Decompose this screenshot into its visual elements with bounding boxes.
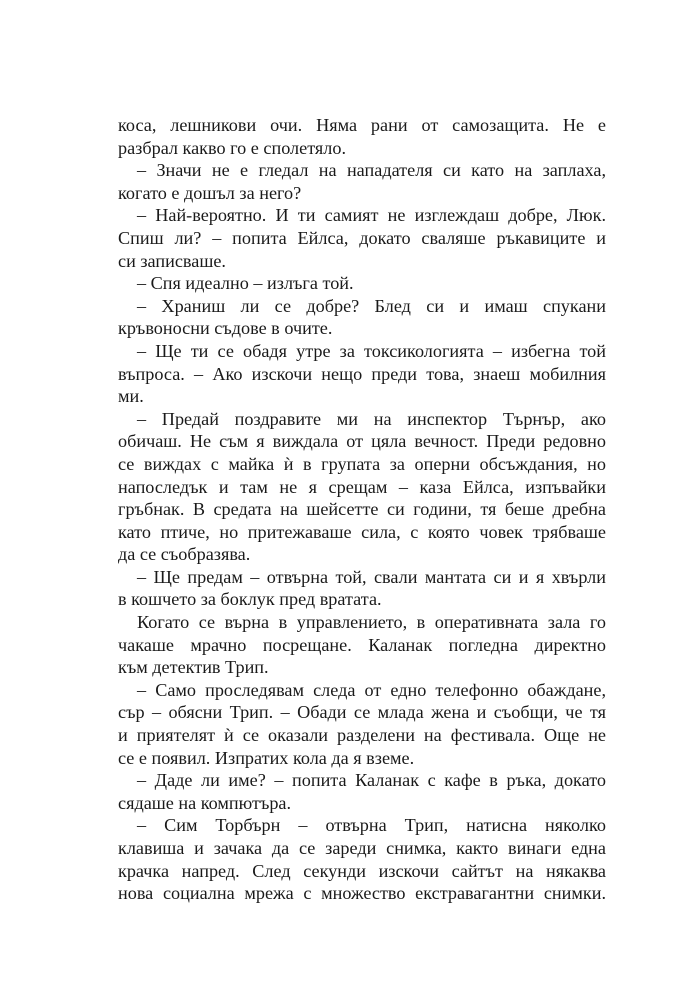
text-line: като птиче, но притежаваше сила, с която човек трябваше bbox=[118, 521, 606, 542]
text-line: – Храниш ли се добре? Блед си и имаш спукани bbox=[137, 295, 606, 316]
text-line: – Значи не е гледал на нападателя си като на заплаха, bbox=[137, 160, 606, 181]
text-line: когато е дошъл за него? bbox=[118, 182, 302, 203]
text-line: обичаш. Не съм я виждала от цяла вечност. Преди редовно bbox=[118, 431, 606, 452]
text-line: сядаше на компютъра. bbox=[118, 792, 292, 813]
text-line: – Сим Торбърн – отвърна Трип, натисна няколко bbox=[137, 815, 606, 836]
text-line: – Най-вероятно. И ти самият не изглеждаш добре, Люк. bbox=[137, 205, 606, 226]
body-text bbox=[118, 114, 606, 905]
text-line: – Само проследявам следа от едно телефонно обаждане, bbox=[137, 679, 606, 700]
text-line: гръбнак. В средата на шейсетте си години, тя беше дребна bbox=[118, 499, 606, 520]
text-line: ми. bbox=[118, 386, 144, 407]
text-line: разбрал какво го е сполетяло. bbox=[118, 137, 346, 158]
text-line: Спиш ли? – попита Ейлса, докато сваляше ръкавиците и bbox=[118, 227, 606, 248]
text-line: и приятелят ѝ се оказали разделени на фестивала. Още не bbox=[118, 725, 606, 746]
text-line: си записваше. bbox=[118, 250, 226, 271]
text-line: крачка напред. След секунди изскочи сайтът на някаква bbox=[118, 860, 606, 881]
text-line: Когато се върна в управлението, в оперативната зала го bbox=[137, 612, 606, 633]
text-line: – Даде ли име? – попита Каланак с кафе в ръка, докато bbox=[137, 770, 606, 791]
text-line: чакаше мрачно посрещане. Каланак погледна директно bbox=[118, 634, 606, 655]
text-line: – Ще предам – отвърна той, свали мантата си и я хвърли bbox=[137, 566, 606, 587]
text-line: сър – обясни Трип. – Обади се млада жена и съобщи, че тя bbox=[118, 702, 606, 723]
text-line: – Спя идеално – излъга той. bbox=[137, 273, 354, 294]
text-line: клавиша и зачака да се зареди снимка, както винаги една bbox=[118, 838, 606, 858]
text-line: се виждах с майка ѝ в групата за оперни обсъждания, но bbox=[118, 453, 606, 474]
text-line: кръвоносни съдове в очите. bbox=[118, 318, 333, 339]
text-line: въпроса. – Ако изскочи нещо преди това, знаеш мобилния bbox=[118, 363, 606, 384]
text-line: напоследък и там не я срещам – каза Ейлса, изпъвайки bbox=[118, 476, 606, 497]
text-line: в кошчето за боклук пред вратата. bbox=[118, 589, 382, 610]
text-line: към детектив Трип. bbox=[118, 657, 269, 678]
text-line: нова социална мрежа с множество екстравагантни снимки. bbox=[118, 883, 606, 904]
text-line: да се съобразява. bbox=[118, 544, 251, 565]
text-line: коса, лешникови очи. Няма рани от самозащита. Не е bbox=[118, 115, 606, 135]
text-line: се е появил. Изпратих кола да я вземе. bbox=[118, 747, 415, 768]
text-line: – Ще ти се обадя утре за токсикологията – избегна той bbox=[137, 340, 606, 361]
text-line: – Предай поздравите ми на инспектор Търнър, ако bbox=[137, 408, 606, 429]
